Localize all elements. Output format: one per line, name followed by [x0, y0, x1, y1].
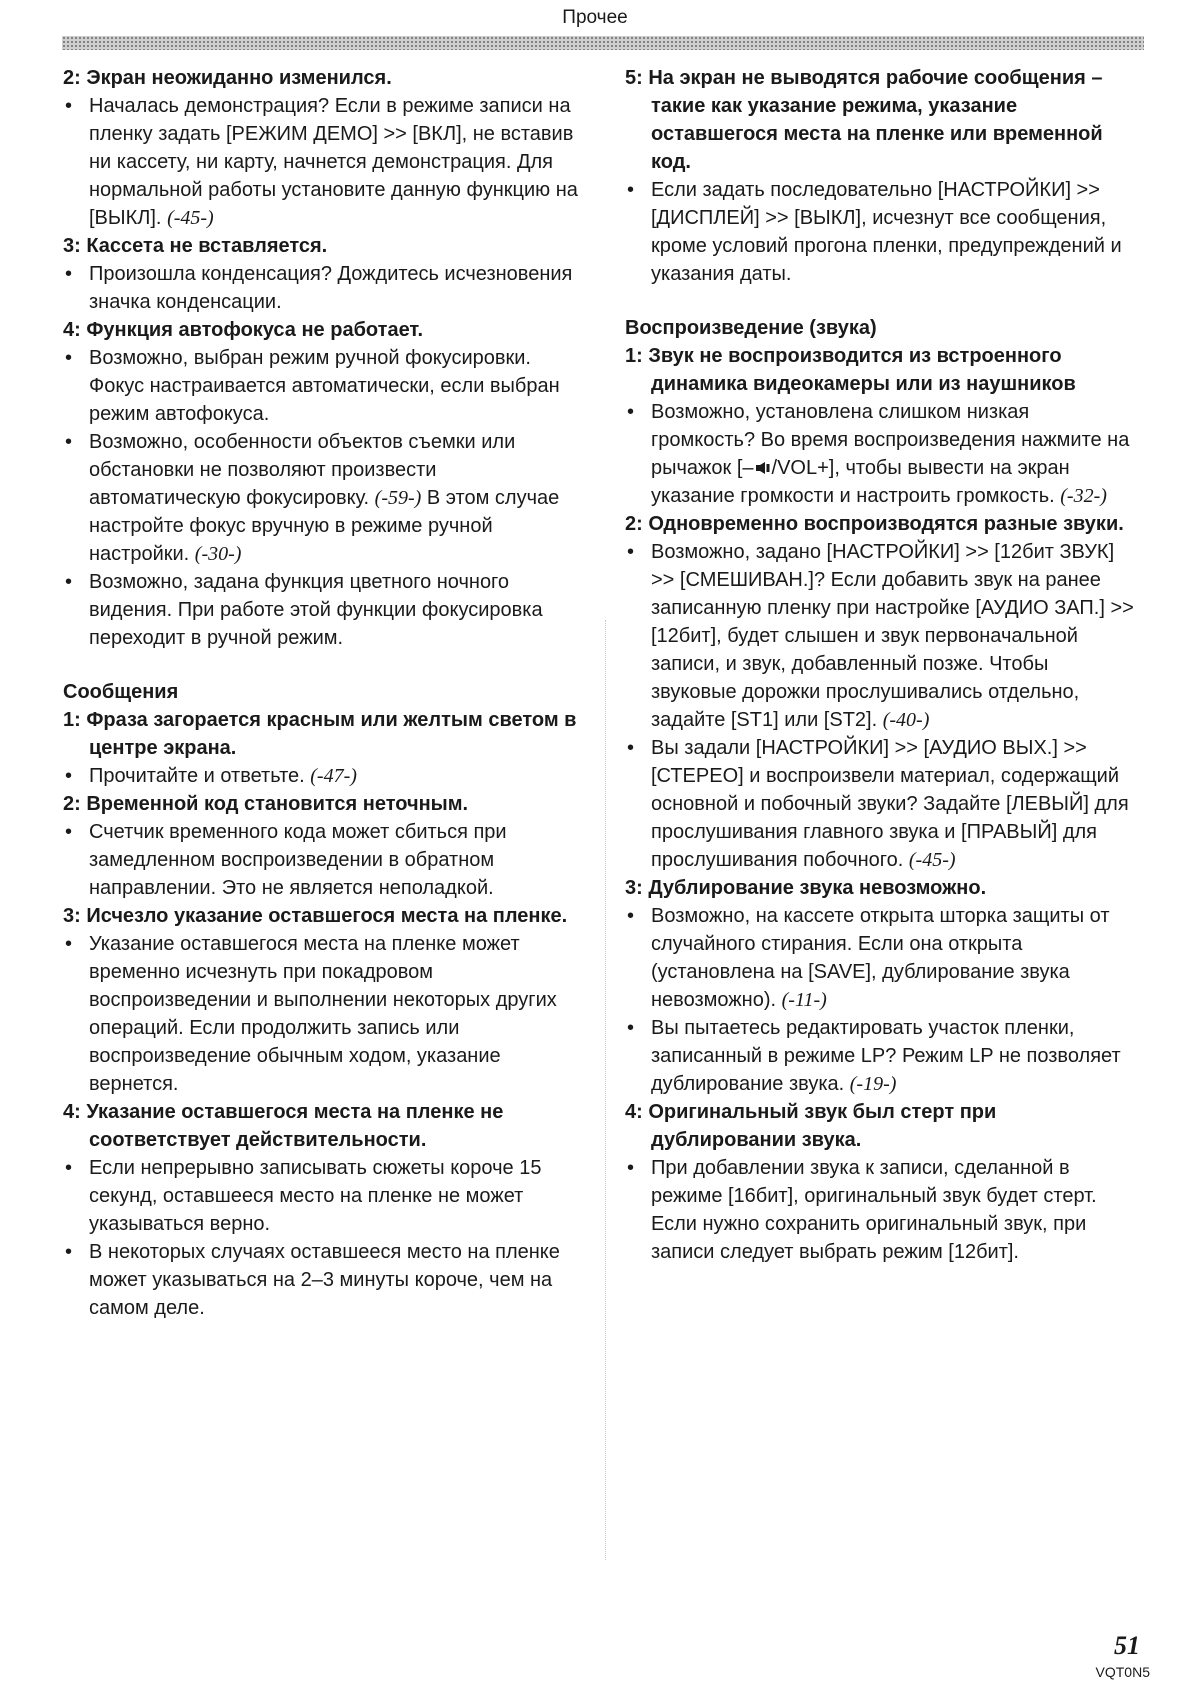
bullet-manual-focus: • Возможно, выбран режим ручной фокусировки. Фокус настраивается автоматически, если выбран режим автофокуса.: [63, 344, 583, 428]
issue-heading-remaining-inaccurate: 4: Указание оставшегося места на пленке не соответствует действительности.: [63, 1101, 504, 1151]
bullet-read-answer: [63, 762, 583, 790]
page-header: Прочее: [562, 7, 628, 28]
issue-heading-dubbing-impossible: 3: Дублирование звука невозможно.: [625, 877, 987, 899]
bullet-text: Возможно, задано [НАСТРОЙКИ] >> [12бит ЗВУК] >> [СМЕШИВАН.]? Если добавить звук на ранее записанную пленку при настройке [АУДИО ЗАП.] >> [12бит], будет слышен и звук первоначальной записи, и звук, добавленный позже. Чтобы звуковые дорожки прослушивались отдельно, задайте [ST1] или [ST2].: [651, 541, 1134, 731]
issue-heading-no-messages: 5: На экран не выводятся рабочие сообщения – такие как указание режима, указание оставшегося места на пленке или временной код.: [625, 67, 1103, 173]
bullet-volume-low: [625, 398, 1135, 510]
page-number: 51: [1114, 1631, 1140, 1660]
bullet-text: Возможно, установлена слишком низкая громкость? Во время воспроизведения нажмите на рычажок [–: [651, 401, 1130, 479]
issue-heading-autofocus: 4: Функция автофокуса не работает.: [63, 319, 424, 341]
column-divider: [605, 620, 606, 1560]
bullet-condensation: • Произошла конденсация? Дождитесь исчезновения значка конденсации.: [63, 260, 583, 316]
bullet-text: Прочитайте и ответьте.: [89, 765, 305, 787]
bullet-text: /VOL+], чтобы вывести на экран указание громкости и настроить громкость.: [651, 457, 1070, 507]
page-ref: (-45-): [167, 207, 214, 229]
page-ref: (-11-): [781, 989, 827, 1011]
page-ref: (-32-): [1060, 485, 1107, 507]
bullet-lp-mode: [625, 1014, 1135, 1098]
bullet-display-off: • Если задать последовательно [НАСТРОЙКИ] >> [ДИСПЛЕЙ] >> [ВЫКЛ], исчезнут все сообщения, кроме условий прогона пленки, предупреждений и указания даты.: [625, 176, 1135, 288]
bullet-12bit-mix: [625, 538, 1135, 734]
bullet-short-scenes: • Если непрерывно записывать сюжеты короче 15 секунд, оставшееся место на пленке не может указываться верно.: [63, 1154, 583, 1238]
bullet-night-vision: • Возможно, задана функция цветного ночного видения. При работе этой функции фокусировка переходит в ручной режим.: [63, 568, 583, 652]
issue-heading-no-sound: 1: Звук не воспроизводится из встроенного динамика видеокамеры или из наушников: [625, 345, 1076, 395]
page-ref: (-59-): [374, 487, 422, 509]
bullet-remaining-returns: • Указание оставшегося места на пленке может временно исчезнуть при покадровом воспроизведении и выполнении некоторых других операций. Если продолжить запись или воспроизведение обычным ходом, указание вернется.: [63, 930, 583, 1098]
document-code: VQT0N5: [1095, 1664, 1150, 1680]
section-title-messages: Сообщения: [63, 681, 179, 703]
page-ref: (-19-): [849, 1073, 897, 1095]
page-ref: (-40-): [882, 709, 930, 731]
bullet-text: Вы задали [НАСТРОЙКИ] >> [АУДИО ВЫХ.] >> [СТЕРЕО] и воспроизвели материал, содержащий основной и побочный звуки? Задайте [ЛЕВЫЙ] для прослушивания главного звука и [ПРАВЫЙ] для прослушивания побочного.: [651, 737, 1129, 871]
bullet-demo-mode: [63, 92, 583, 232]
bullet-audio-out-stereo: [625, 734, 1135, 874]
bullet-text: Вы пытаетесь редактировать участок пленки, записанный в режиме LP? Режим LP не позволяет дублирование звука.: [651, 1017, 1121, 1095]
right-column: [625, 64, 1135, 1266]
bullet-focus-conditions: [63, 428, 583, 568]
bullet-text: В этом случае настройте фокус вручную в режиме ручной настройки.: [89, 487, 560, 565]
speaker-icon: [755, 461, 771, 475]
bullet-text: Возможно, на кассете открыта шторка защиты от случайного стирания. Если она открыта (установлена на [SAVE], дублирование звука невозможно).: [651, 905, 1110, 1011]
left-column: [63, 64, 583, 1322]
page-ref: (-45-): [908, 849, 956, 871]
page-ref: (-30-): [194, 543, 242, 565]
issue-heading-mixed-sounds: 2: Одновременно воспроизводятся разные звуки.: [625, 513, 1124, 535]
bullet-timecode-counter: • Счетчик временного кода может сбиться при замедленном воспроизведении в обратном направлении. Это не является неполадкой.: [63, 818, 583, 902]
page-ref: (-47-): [310, 765, 357, 787]
bullet-text: Началась демонстрация? Если в режиме записи на пленку задать [РЕЖИМ ДЕМО] >> [ВКЛ], не вставив ни кассету, ни карту, начнется демонстрация. Для нормальной работы установите данную функцию на [ВЫКЛ].: [89, 95, 578, 229]
issue-heading-timecode: 2: Временной код становится неточным.: [63, 793, 469, 815]
bullet-erase-protection: [625, 902, 1135, 1014]
issue-heading-screen-changed: 2: Экран неожиданно изменился.: [63, 67, 392, 89]
header-band: [62, 36, 1144, 50]
issue-heading-red-yellow-text: 1: Фраза загорается красным или желтым светом в центре экрана.: [63, 709, 577, 759]
bullet-16bit-erased: • При добавлении звука к записи, сделанной в режиме [16бит], оригинальный звук будет стерт. Если нужно сохранить оригинальный звук, при записи следует выбрать режим [12бит].: [625, 1154, 1135, 1266]
issue-heading-original-erased: 4: Оригинальный звук был стерт при дублировании звука.: [625, 1101, 997, 1151]
issue-heading-remaining-disappeared: 3: Исчезло указание оставшегося места на пленке.: [63, 905, 568, 927]
bullet-minutes-shorter: • В некоторых случаях оставшееся место на пленке может указываться на 2–3 минуты короче, чем на самом деле.: [63, 1238, 583, 1322]
bullet-text: Возможно, особенности объектов съемки или обстановки не позволяют произвести автоматическую фокусировку.: [89, 431, 516, 509]
section-title-playback: Воспроизведение (звука): [625, 317, 877, 339]
issue-heading-cassette-not-inserted: 3: Кассета не вставляется.: [63, 235, 328, 257]
